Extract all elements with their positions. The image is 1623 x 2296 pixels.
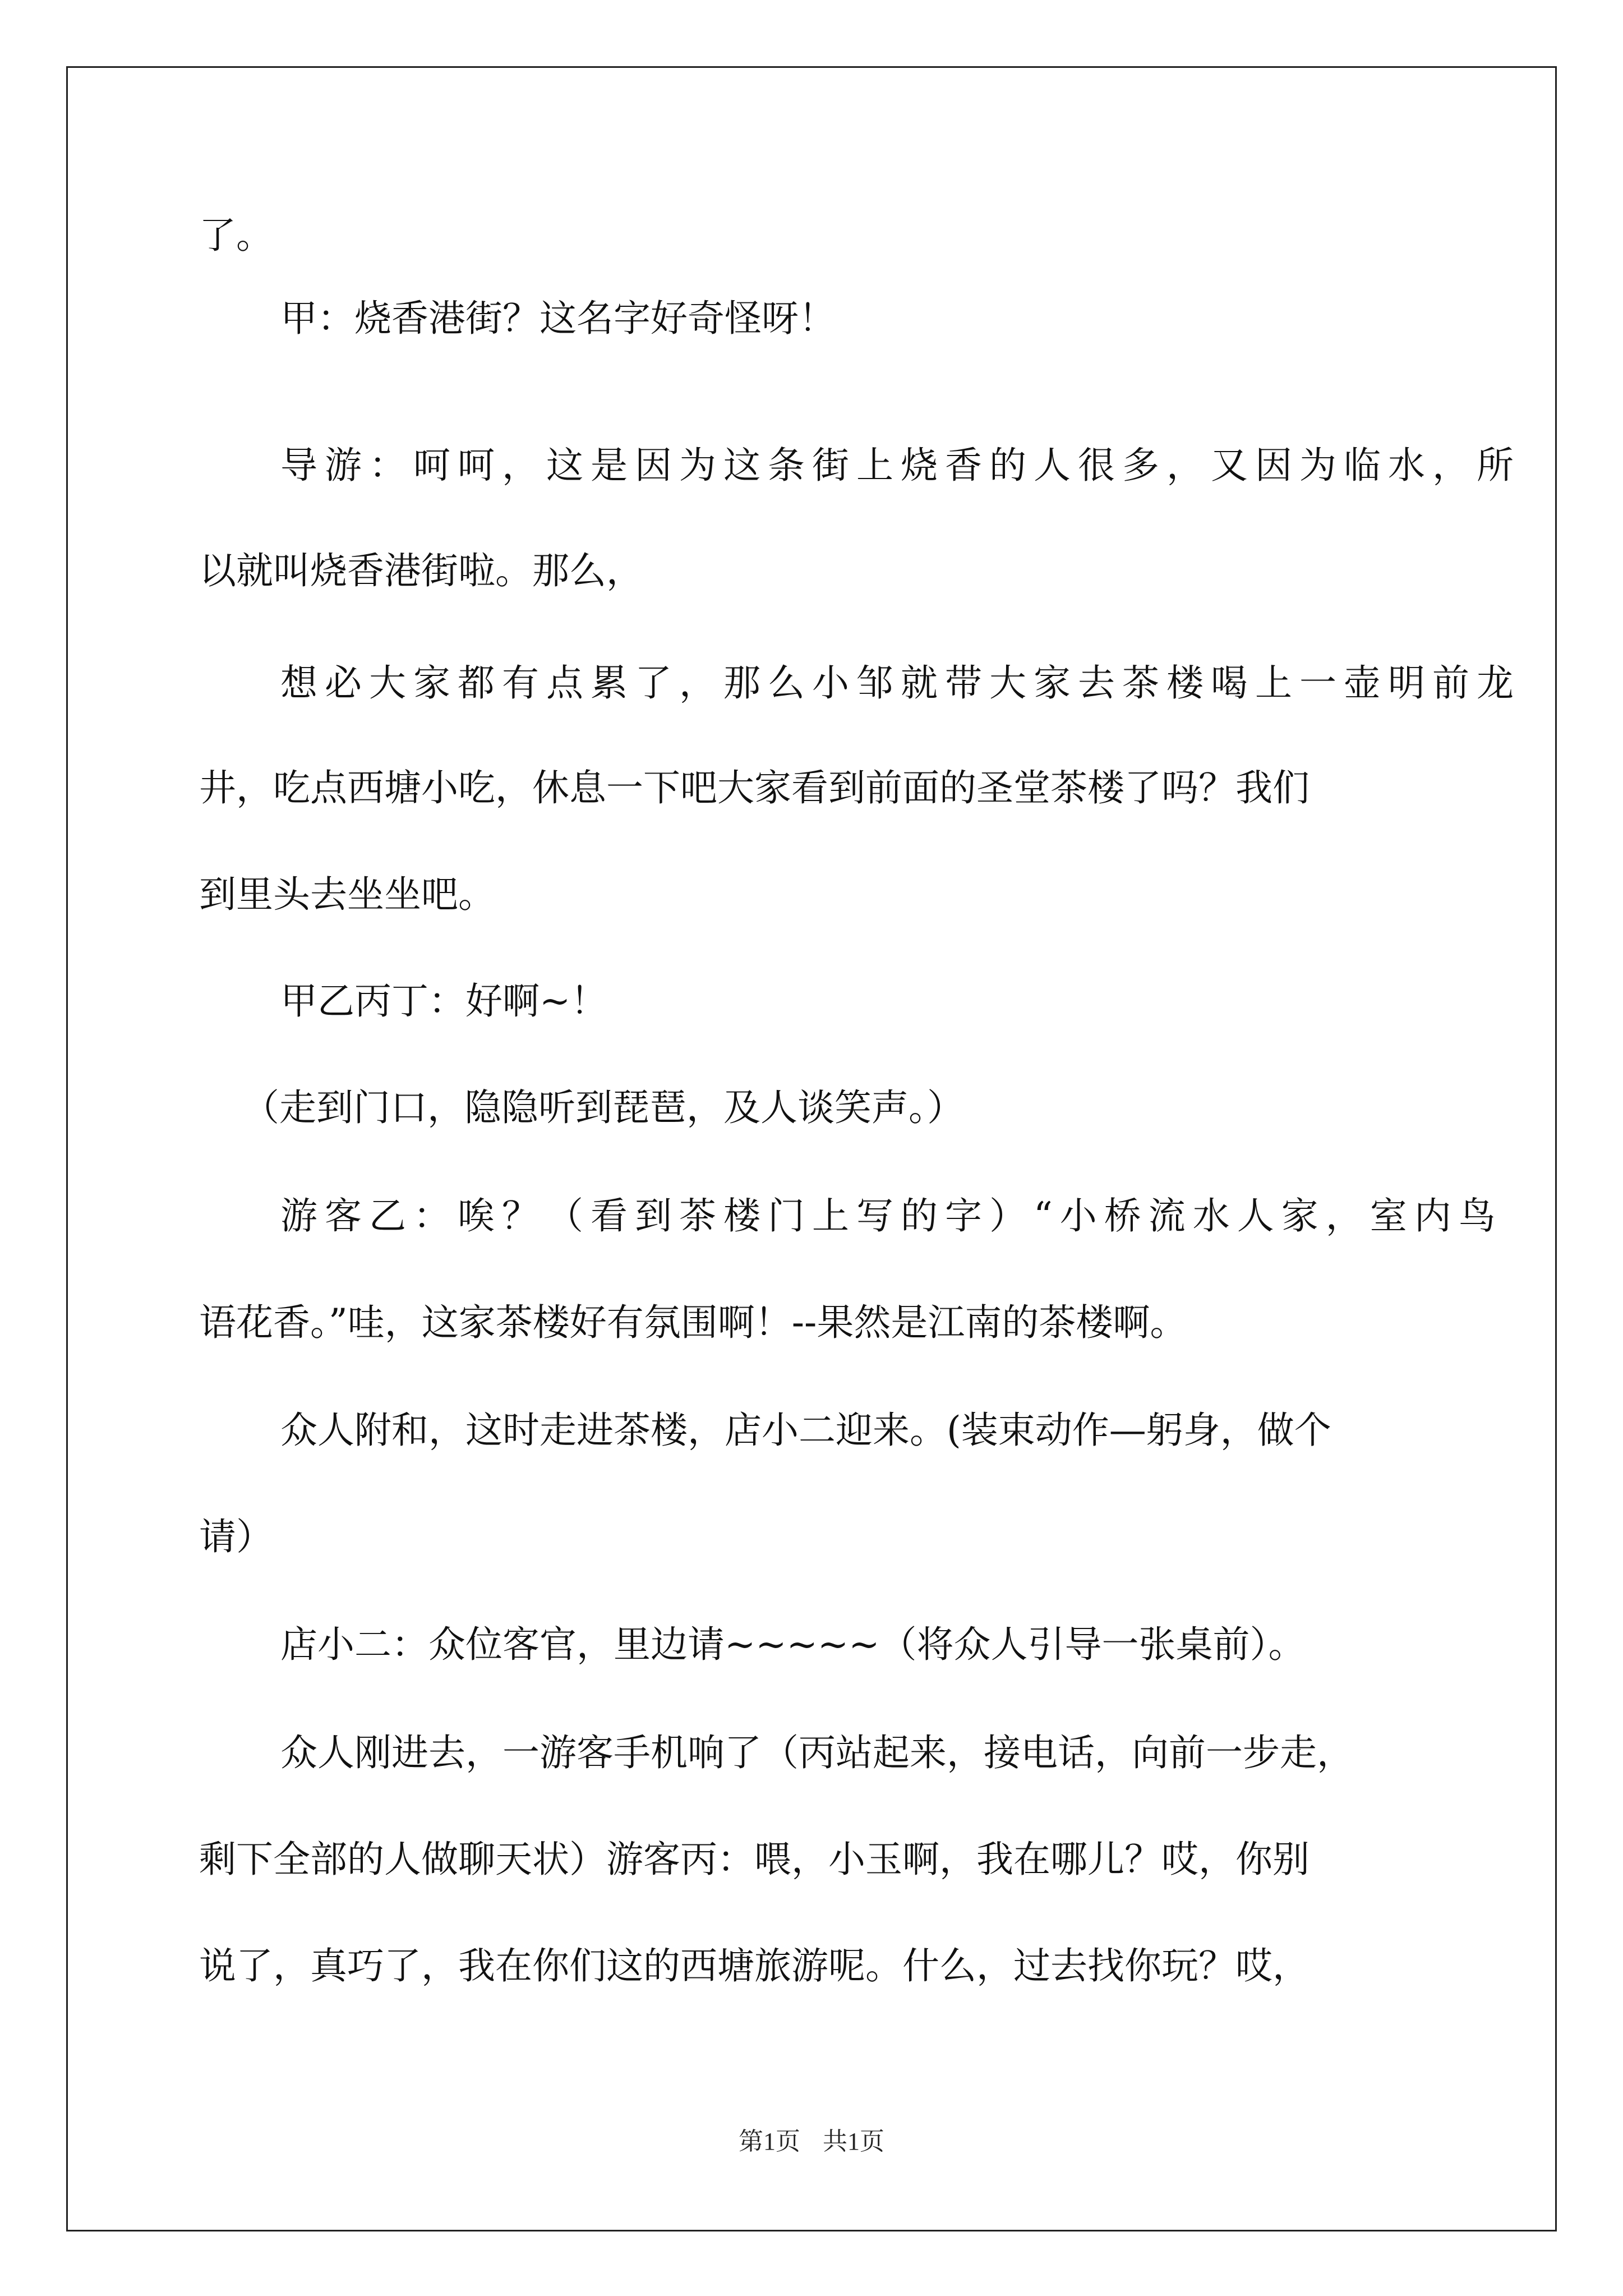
text-line-16: 剩下全部的人做聊天状）游客丙：喂，小玉啊，我在哪儿？哎，你别 [199,1838,1310,1881]
text-line-9: （走到门口，隐隐听到琵琶，及人谈笑声。） [242,1086,964,1129]
text-line-5: 想必大家都有点累了，那么小邹就带大家去茶楼喝上一壶明前龙 [280,661,1521,705]
text-line-15: 众人刚进去，一游客手机响了（丙站起来，接电话，向前一步走， [280,1731,1354,1774]
text-line-2: 甲：烧香港街？这名字好奇怪呀！ [280,297,836,340]
text-line-4: 以就叫烧香港街啦。那么， [199,549,643,592]
page-border [66,66,1557,2231]
text-line-13: 请） [199,1515,273,1558]
text-line-11: 语花香。”哇，这家茶楼好有氛围啊！--果然是江南的茶楼啊。 [199,1301,1187,1344]
text-line-6: 井，吃点西塘小吃，休息一下吧大家看到前面的圣堂茶楼了吗？我们 [199,766,1310,809]
text-line-14: 店小二：众位客官，里边请~~~~~（将众人引导一张桌前）。 [280,1623,1306,1666]
text-line-12: 众人附和，这时走进茶楼，店小二迎来。(装束动作—躬身，做个 [280,1409,1331,1452]
text-line-17: 说了，真巧了，我在你们这的西塘旅游呢。什么，过去找你玩？哎， [199,1944,1310,1987]
text-line-10: 游客乙：唉？（看到茶楼门上写的字）“小桥流水人家，室内鸟 [280,1194,1503,1237]
text-line-7: 到里头去坐坐吧。 [199,873,495,916]
page-number: 第1页 [739,2128,800,2155]
page-footer [0,2126,1623,2157]
text-line-8: 甲乙丙丁：好啊~！ [280,979,608,1023]
text-line-3: 导游：呵呵，这是因为这条街上烧香的人很多，又因为临水，所 [280,444,1521,487]
text-line-1: 了。 [199,214,273,257]
page-total: 共1页 [823,2128,884,2155]
